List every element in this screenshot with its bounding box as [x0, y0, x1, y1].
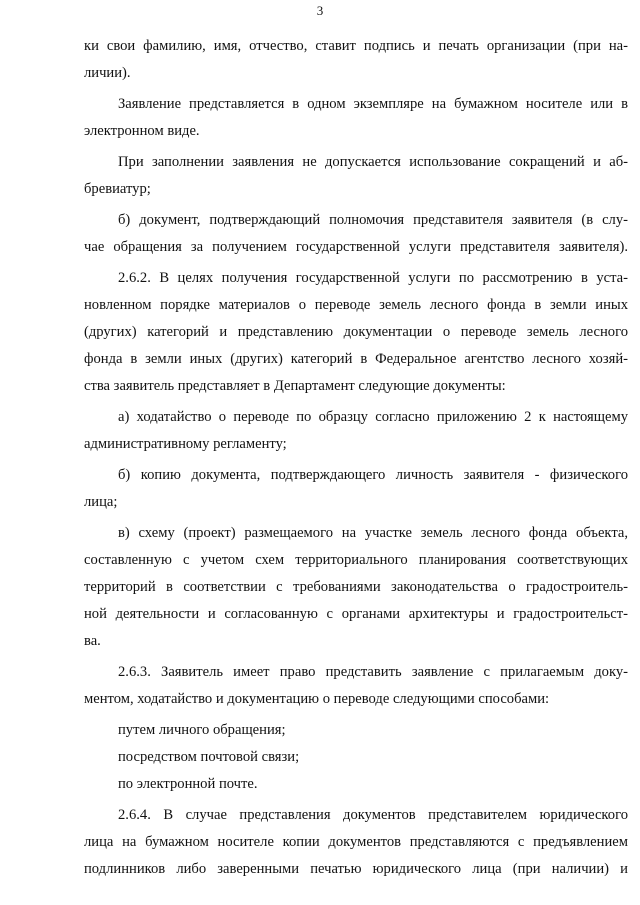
- text-line: лица;: [84, 494, 118, 510]
- text-line: территорий в соответствии с требованиями законодательства о градостроитель-: [84, 579, 628, 595]
- text-line: лица на бумажном носителе копии документов представляются с предъявлением: [84, 834, 628, 850]
- text-line: электронном виде.: [84, 123, 200, 139]
- text-line: новленном порядке материалов о переводе земель лесного фонда в земли иных: [84, 297, 628, 313]
- text-line: составленную с учетом схем территориального планирования соответствующих: [84, 552, 628, 568]
- text-line: в) схему (проект) размещаемого на участке земель лесного фонда объекта,: [118, 525, 628, 541]
- text-line: При заполнении заявления не допускается использование сокращений и аб-: [118, 154, 628, 170]
- text-line: 2.6.2. В целях получения государственной услуги по рассмотрению в уста-: [118, 270, 628, 286]
- text-line: личии).: [84, 65, 131, 81]
- text-line: чае обращения за получением государственной услуги представителя заявителя).: [84, 239, 628, 255]
- text-line: (других) категорий и представлению документации о переводе земель лесного: [84, 324, 628, 340]
- text-line: 2.6.4. В случае представления документов представителем юридического: [118, 807, 628, 823]
- text-line: ки свои фамилию, имя, отчество, ставит подпись и печать организации (при на-: [84, 38, 628, 54]
- text-line: фонда в земли иных (других) категорий в Федеральное агентство лесного хозяй-: [84, 351, 628, 367]
- text-line: подлинников либо заверенными печатью юридического лица (при наличии) и: [84, 861, 628, 877]
- text-line: 2.6.3. Заявитель имеет право представить заявление с прилагаемым доку-: [118, 664, 628, 680]
- text-line: ва.: [84, 633, 101, 649]
- text-line: посредством почтовой связи;: [118, 749, 300, 765]
- text-line: ства заявитель представляет в Департамент следующие документы:: [84, 378, 506, 394]
- text-line: ментом, ходатайство и документацию о переводе следующими способами:: [84, 691, 550, 707]
- text-line: административному регламенту;: [84, 436, 287, 452]
- page-number: 3: [316, 3, 324, 18]
- text-line: б) документ, подтверждающий полномочия представителя заявителя (в слу-: [118, 212, 628, 228]
- text-line: путем личного обращения;: [118, 722, 286, 738]
- text-line: по электронной почте.: [118, 776, 258, 792]
- text-line: а) ходатайство о переводе по образцу согласно приложению 2 к настоящему: [118, 409, 628, 425]
- text-line: б) копию документа, подтверждающего личность заявителя - физического: [118, 467, 628, 483]
- text-line: бревиатур;: [84, 181, 151, 197]
- text-line: Заявление представляется в одном экземпляре на бумажном носителе или в: [118, 96, 628, 112]
- text-line: ной деятельности и согласованную с органами архитектуры и градостроительст-: [84, 606, 628, 622]
